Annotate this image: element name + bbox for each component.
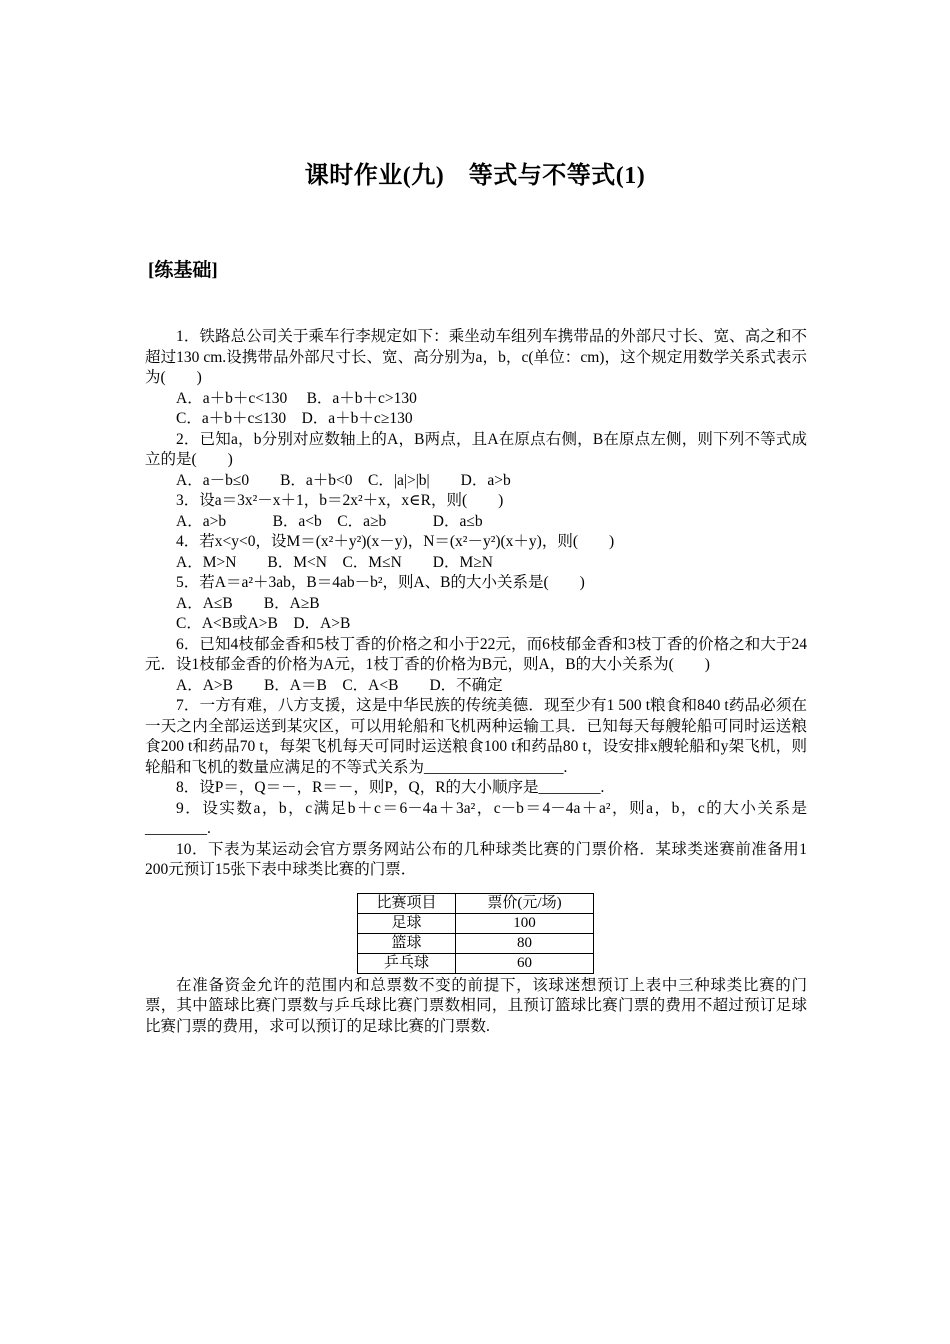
table-row bbox=[358, 913, 594, 933]
question-1-options-row-2: C．a＋b＋c≤130 D．a＋b＋c≥130 bbox=[176, 410, 413, 427]
question-3-options: A．a>b B．a<b C．a≥b D．a≤b bbox=[176, 512, 483, 530]
table-cell: 60 bbox=[456, 953, 594, 973]
table-cell: 篮球 bbox=[358, 933, 456, 953]
question-10-continuation: 在准备资金允许的范围内和总票数不变的前提下，该球迷想预订上表中三种球类比赛的门票，其中篮球比赛门票数与乒乓球比赛门票数相同，且预订篮球比赛门票的费用不超过预订足球比赛门票的费用，求可以预订的足球比赛的门票数. bbox=[145, 976, 807, 1035]
question-9: 9．设实数a，b，c满足b＋c＝6－4a＋3a²，c－b＝4－4a＋a²，则a，b，c的大小关系是________. bbox=[145, 799, 807, 837]
page-title: 课时作业(九) 等式与不等式(1) bbox=[304, 163, 646, 189]
ticket-price-table bbox=[357, 893, 594, 974]
question-5-options-row-2: C．A<B或A>B D．A>B bbox=[176, 615, 351, 632]
question-1-options-row-1: A．a＋b＋c<130 B．a＋b＋c>130 bbox=[176, 389, 417, 407]
question-4: 4．若x<y<0，设M＝(x²＋y²)(x－y)，N＝(x²－y²)(x＋y)，则( ) bbox=[176, 533, 615, 550]
table-header-row bbox=[358, 893, 594, 913]
table-row bbox=[358, 933, 594, 953]
table-cell: 80 bbox=[456, 933, 594, 953]
question-7: 7．一方有难，八方支援，这是中华民族的传统美德．现至少有1 500 t粮食和840 t药品必须在一天之内全部运送到某灾区，可以用轮船和飞机两种运输工具．已知每天每艘轮船可同时运送粮食200 t和药品70 t，每架飞机每天可同时运送粮食100 t和药品80 t，设安排x艘轮船和y架飞机，则轮船和飞机的数量应满足的不等式关系为__________________. bbox=[145, 697, 807, 776]
questions-container bbox=[145, 327, 807, 1037]
question-5-options-row-1: A．A≤B B．A≥B bbox=[176, 594, 320, 612]
table-cell: 足球 bbox=[358, 913, 456, 933]
question-6-options: A．A>B B．A＝B C．A<B D．不确定 bbox=[176, 676, 503, 694]
table-header-cell: 票价(元/场) bbox=[456, 893, 594, 913]
table-cell: 100 bbox=[456, 913, 594, 933]
question-1: 1．铁路总公司关于乘车行李规定如下：乘坐动车组列车携带品的外部尺寸长、宽、高之和不超过130 cm.设携带品外部尺寸长、宽、高分别为a，b，c(单位：cm)，这个规定用数学关系式表示为( ) bbox=[145, 328, 807, 386]
question-2-options: A．a－b≤0 B．a＋b<0 C．|a|>|b| D．a>b bbox=[176, 471, 511, 489]
question-10: 10．下表为某运动会官方票务网站公布的几种球类比赛的门票价格．某球类迷赛前准备用1 200元预订15张下表中球类比赛的门票． bbox=[145, 840, 807, 878]
question-2: 2．已知a，b分别对应数轴上的A，B两点，且A在原点右侧，B在原点左侧，则下列不等式成立的是( ) bbox=[145, 430, 807, 468]
question-8: 8．设P＝，Q＝－，R＝－，则P，Q，R的大小顺序是________. bbox=[176, 779, 605, 796]
table-cell: 乒乓球 bbox=[358, 953, 456, 973]
question-4-options: A．M>N B．M<N C．M≤N D．M≥N bbox=[176, 553, 493, 571]
question-3: 3．设a＝3x²－x＋1，b＝2x²＋x，x∈R，则( ) bbox=[176, 492, 504, 509]
table-header-cell: 比赛项目 bbox=[358, 893, 456, 913]
table-row bbox=[358, 953, 594, 973]
question-5: 5．若A＝a²＋3ab，B＝4ab－b²，则A、B的大小关系是( ) bbox=[176, 574, 585, 591]
question-6: 6．已知4枝郁金香和5枝丁香的价格之和小于22元，而6枝郁金香和3枝丁香的价格之和大于24元．设1枝郁金香的价格为A元，1枝丁香的价格为B元，则A，B的大小关系为( ) bbox=[145, 635, 807, 673]
section-heading: [练基础] bbox=[148, 260, 218, 281]
